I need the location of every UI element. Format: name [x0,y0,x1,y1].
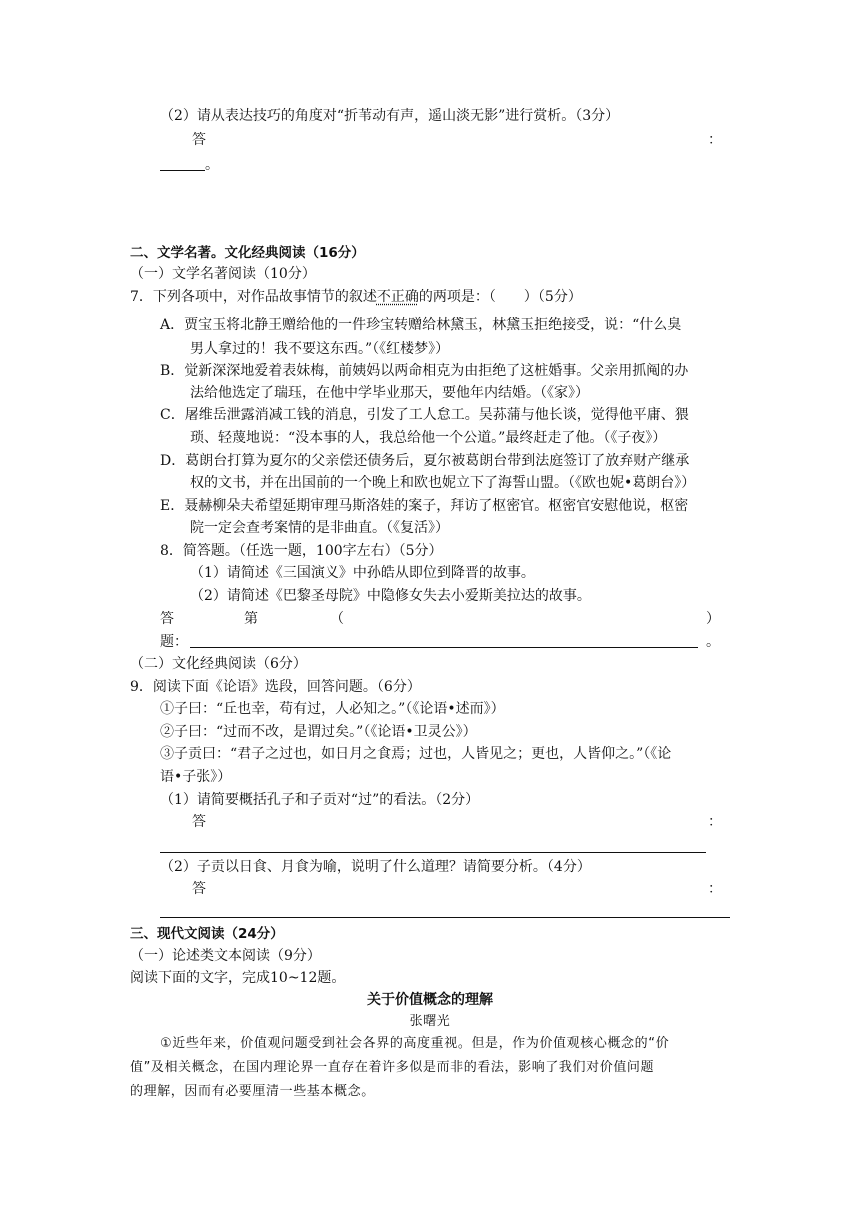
article-para1-line3: 的理解，因而有必要厘清一些基本概念。 [130,1084,375,1099]
q9-quote-3-cont: 语•子张》） [160,769,232,785]
q9-quote-2: ②子曰：“过而不改，是谓过矣。”（《论语•卫灵公》） [160,724,477,740]
answer-colon: ： [708,132,722,148]
q7-option-e-line1: E．聂赫柳朵夫希望延期审理马斯洛娃的案子，拜访了枢密官。枢密官安慰他说，枢密 [160,498,689,514]
q9-sub1-answer-line [192,812,722,832]
q7-option-e-line2: 院一定会查考案情的是非曲直。（《复活》） [190,520,449,536]
q8-item-2: （2）请简述《巴黎圣母院》中隐修女失去小爱斯美拉达的故事。 [190,588,591,604]
answer-prefix: 答 [192,132,206,148]
q9-sub1: （1）请简要概括孔子和子贡对“过”的看法。（2分） [160,792,480,808]
q8-answer-da: 答 [160,611,174,627]
q7-option-a-line1: A．贾宝玉将北静王赠给他的一件珍宝转赠给林黛玉，林黛玉拒绝接受，说：“什么臭 [160,317,682,333]
q6-2-question: （2）请从表达技巧的角度对“折苇动有声，遥山淡无影”进行赏析。（3分） [160,108,620,124]
section2-heading: 二、文学名著。文化经典阅读（16分） [130,245,365,261]
answer-prefix: 答 [192,814,206,830]
q9-stem: 9．阅读下面《论语》选段，回答问题。（6分） [130,679,421,695]
article-para1-line1: ①近些年来，价值观问题受到社会各界的高度重视。但是，作为价值观核心概念的“价 [160,1036,670,1051]
q8-answer-end: 。 [706,634,720,650]
section2-sub2: （二）文化经典阅读（6分） [130,656,307,672]
q7-option-b-line1: B．觉新深深地爱着表妹梅，前姨妈以两命相克为由拒绝了这桩婚事。父亲用抓阄的办 [160,363,689,379]
answer-colon: ： [708,881,722,897]
section3-intro: 阅读下面的文字，完成10~12题。 [130,970,346,986]
q8-answer-paren-close: ） [706,611,720,627]
q8-answer-di: 第 [244,611,258,627]
answer-colon: ： [708,814,722,830]
q8-answer-label: 题： [160,634,188,650]
q7-stem: 7．下列各项中，对作品故事情节的叙述不正确的两项是：（ ）（5分） [130,289,582,305]
answer-prefix: 答 [192,881,206,897]
section2-sub1: （一）文学名著阅读（10分） [130,266,316,282]
q9-quote-1: ①子曰：“丘也幸，苟有过，人必知之。”（《论语•述而》） [160,701,505,717]
article-para1-line2: 值”及相关概念，在国内理论界一直存在着许多似是而非的看法，影响了我们对价值问题 [130,1060,655,1075]
section3-heading: 三、现代文阅读（24分） [130,926,284,942]
q8-stem: 8．简答题。（任选一题，100字左右）（5分） [160,543,443,559]
section3-sub1: （一）论述类文本阅读（9分） [130,948,321,964]
q8-item-1: （1）请简述《三国演义》中孙皓从即位到降晋的故事。 [190,565,535,581]
q7-option-c-line2: 琐、轻蔑地说：“没本事的人，我总给他一个公道。”最终赶走了他。（《子夜》） [190,430,667,446]
q7-option-a-line2: 男人拿过的！我不要这东西。”（《红楼梦》） [190,341,450,357]
q9-sub2: （2）子贡以日食、月食为喻，说明了什么道理？请简要分析。（4分） [160,859,591,875]
q9-sub1-answer-blank[interactable] [160,852,706,853]
q9-sub2-answer-blank[interactable] [160,917,730,918]
q7-option-c-line1: C．屠维岳泄露消减工钱的消息，引发了工人怠工。吴荪蒲与他长谈，觉得他平庸、猥 [160,407,689,423]
q7-option-d-line1: D．葛朗台打算为夏尔的父亲偿还债务后，夏尔被葛朗台带到法庭签订了放弃财产继承 [160,453,690,469]
q8-answer-blank[interactable] [190,647,698,648]
q7-option-b-line2: 法给他选定了瑞珏，在他中学毕业那天，要他年内结婚。（《家》） [190,385,589,401]
q6-2-answer-blank[interactable] [160,170,205,171]
q9-sub2-answer-line [192,879,722,899]
q7-option-d-line2: 权的文书，并在出国前的一个晚上和欧也妮立下了海誓山盟。（《欧也妮•葛朗台》） [190,475,696,491]
q6-2-answer-line [192,130,722,150]
q6-2-answer-end: 。 [205,157,219,173]
article-author: 张曙光 [409,1014,451,1029]
q9-quote-3: ③子贡曰：“君子之过也，如日月之食焉；过也，人皆见之；更也，人皆仰之。”（《论 [160,746,672,762]
q8-answer-paren-open: （ [330,611,344,627]
article-title: 关于价值概念的理解 [367,992,493,1008]
